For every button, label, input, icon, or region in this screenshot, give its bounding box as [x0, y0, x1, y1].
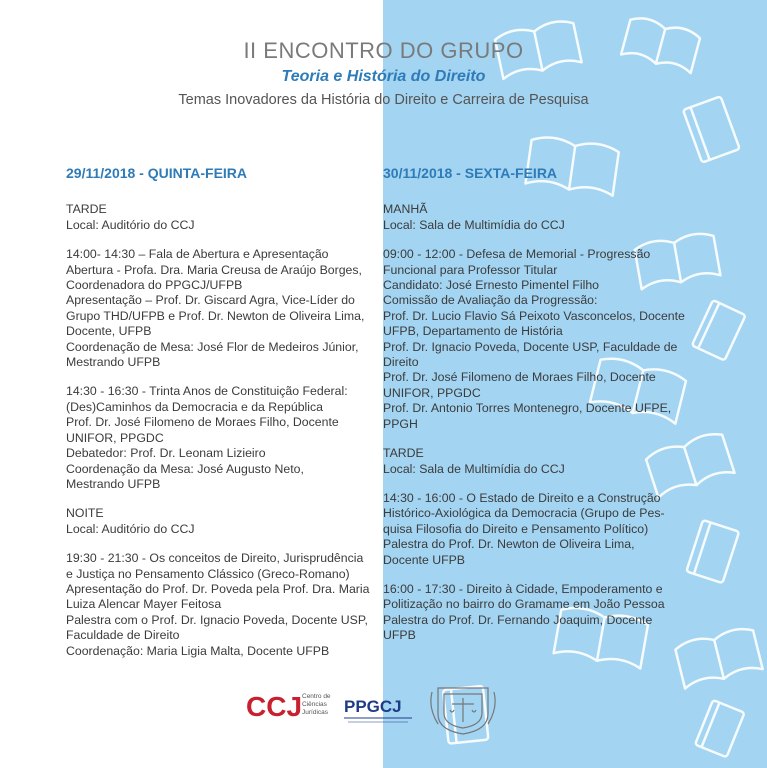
session-block	[383, 446, 683, 477]
day-heading: 30/11/2018 - SEXTA-FEIRA	[383, 165, 558, 181]
session-block	[383, 247, 683, 432]
session-line: Coordenadora do PPGCJ/UFPB	[66, 278, 243, 293]
session-line: e Justiça no Pensamento Clássico (Greco-Romano)	[66, 566, 350, 581]
ccj-logo	[246, 686, 336, 726]
session-line: Docente, UFPB	[66, 324, 152, 339]
session-line: UFPB	[383, 628, 416, 643]
schedule-day-1	[66, 165, 370, 673]
session-line: Apresentação – Prof. Dr. Giscard Agra, Vice-Líder do	[66, 293, 355, 308]
logo-bar	[0, 676, 767, 736]
session-line: Local: Auditório do CCJ	[66, 521, 195, 536]
session-block	[383, 202, 683, 233]
session-line: 09:00 - 12:00 - Defesa de Memorial - Progressão	[383, 247, 651, 262]
schedule-day-2	[383, 166, 683, 658]
session-block	[66, 384, 366, 492]
session-line: Mestrando UFPB	[66, 355, 161, 370]
session-line: Palestra do Prof. Dr. Fernando Joaquim, Docente	[383, 612, 653, 627]
session-line: Prof. Dr. José Filomeno de Moraes Filho, Docente	[383, 370, 656, 385]
session-line: TARDE	[66, 202, 107, 217]
session-line: 16:00 - 17:30 - Direito à Cidade, Empoderamento e	[383, 581, 663, 596]
session-line: Local: Auditório do CCJ	[66, 217, 195, 232]
session-line: Luiza Alencar Mayer Feitosa	[66, 597, 222, 612]
session-line: Histórico-Axiológica da Democracia (Grupo de Pes-	[383, 506, 665, 521]
session-block	[383, 491, 683, 568]
session-line: Apresentação do Prof. Dr. Poveda pela Prof. Dra. Maria	[66, 581, 370, 596]
session-line: 14:00- 14:30 – Fala de Abertura e Apresentação	[66, 247, 329, 262]
session-line: Politização no bairro do Gramame em João Pessoa	[383, 597, 665, 612]
ppgcj-logo	[344, 688, 414, 726]
day-heading: 29/11/2018 - QUINTA-FEIRA	[66, 165, 248, 181]
session-line: Prof. Dr. Ignacio Poveda, Docente USP, Faculdade de	[383, 339, 678, 354]
session-line: Grupo THD/UFPB e Prof. Dr. Newton de Oliveira Lima,	[66, 308, 365, 323]
session-line: Coordenação de Mesa: José Flor de Medeiros Júnior,	[66, 339, 359, 354]
session-line: 19:30 - 21:30 - Os conceitos de Direito, Jurisprudência	[66, 551, 364, 566]
session-line: Palestra do Prof. Dr. Newton de Oliveira Lima,	[383, 537, 635, 552]
session-line: Faculdade de Direito	[66, 628, 180, 643]
session-list	[66, 202, 370, 659]
session-line: Prof. Dr. José Filomeno de Moraes Filho, Docente	[66, 415, 339, 430]
ccj-logo-text-1: Centro de	[302, 693, 331, 700]
session-block	[383, 582, 683, 644]
session-line: TARDE	[383, 446, 424, 461]
header	[0, 38, 767, 108]
session-block	[66, 506, 366, 537]
session-line: Local: Sala de Multimídia do CCJ	[383, 217, 565, 232]
session-line: Prof. Dr. Antonio Torres Montenegro, Docente UFPE,	[383, 401, 672, 416]
page-subtitle: Teoria e História do Direito	[281, 68, 486, 85]
session-line: Palestra com o Prof. Dr. Ignacio Poveda, Docente USP,	[66, 612, 368, 627]
session-line: Comissão de Avaliação da Progressão:	[383, 293, 598, 308]
ppgcj-logo-mark: PPGCJ	[344, 697, 402, 716]
session-block	[66, 202, 366, 233]
session-line: Local: Sala de Multimídia do CCJ	[383, 461, 565, 476]
ccj-logo-mark: CCJ	[246, 691, 303, 722]
session-line: Funcional para Professor Titular	[383, 262, 558, 277]
session-line: Coordenação da Mesa: José Augusto Neto,	[66, 461, 304, 476]
session-line: Direito	[383, 355, 419, 370]
session-line: Coordenação: Maria Ligia Malta, Docente UFPB	[66, 643, 330, 658]
session-line: Prof. Dr. Lucio Flavio Sá Peixoto Vasconcelos, Docente	[383, 308, 685, 323]
session-line: quisa Filosofia do Direito e Pensamento Político)	[383, 521, 649, 536]
ccj-logo-text-3: Jurídicas	[302, 709, 329, 716]
session-line: 14:30 - 16:30 - Trinta Anos de Constituição Federal:	[66, 384, 348, 399]
session-line: Candidato: José Ernesto Pimentel Filho	[383, 278, 599, 293]
seal-logo	[428, 678, 498, 736]
session-line: PPGH	[383, 416, 418, 431]
session-line: 14:30 - 16:00 - O Estado de Direito e a Construção	[383, 490, 661, 505]
page-tagline: Temas Inovadores da História do Direito e Carreira de Pesquisa	[178, 92, 589, 108]
page-title: II ENCONTRO DO GRUPO	[243, 38, 524, 63]
session-line: Debatedor: Prof. Dr. Leonam Lizieiro	[66, 446, 266, 461]
session-line: Docente UFPB	[383, 552, 466, 567]
session-line: UNIFOR, PPGDC	[383, 385, 481, 400]
session-block	[66, 551, 370, 659]
session-list	[383, 202, 683, 643]
session-block	[66, 247, 366, 370]
session-line: Mestrando UFPB	[66, 476, 161, 491]
ccj-logo-text-2: Ciências	[302, 701, 327, 708]
session-line: MANHÃ	[383, 202, 428, 217]
session-line: UFPB, Departamento de História	[383, 324, 563, 339]
session-line: Abertura - Profa. Dra. Maria Creusa de Araújo Borges,	[66, 262, 362, 277]
session-line: UNIFOR, PPGDC	[66, 430, 164, 445]
session-line: (Des)Caminhos da Democracia e da República	[66, 399, 323, 414]
session-line: NOITE	[66, 506, 104, 521]
